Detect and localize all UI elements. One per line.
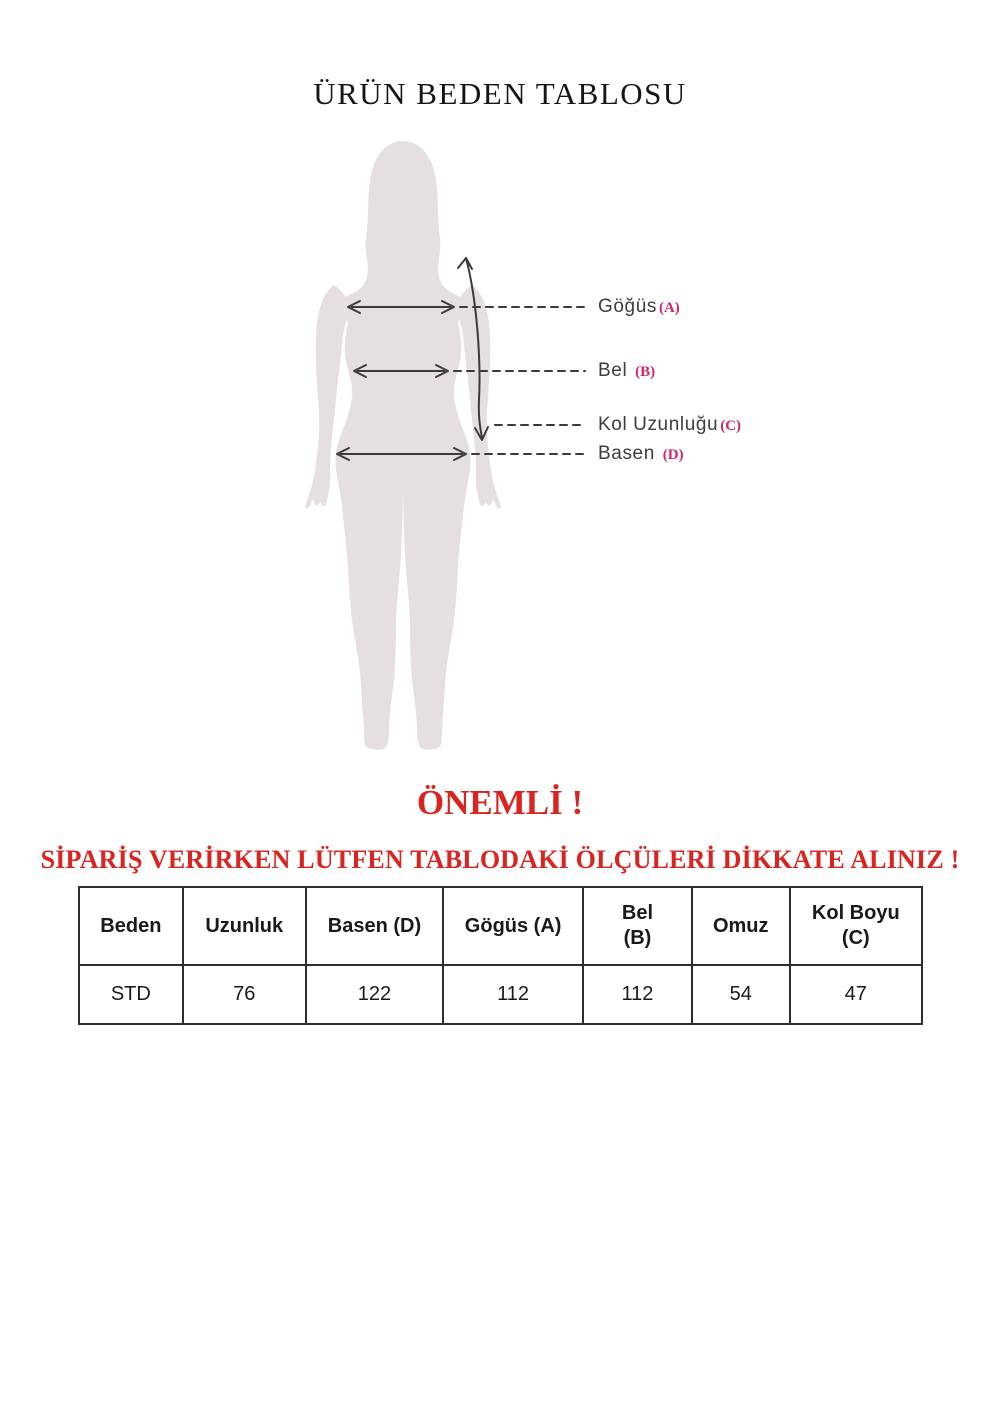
cell-uzunluk: 76 bbox=[183, 965, 306, 1024]
col-header-uzunluk: Uzunluk bbox=[183, 887, 306, 965]
label-kol-uzunlugu-text: Kol Uzunluğu bbox=[598, 414, 719, 435]
size-table-row-std bbox=[79, 965, 922, 1024]
label-kol-uzunlugu bbox=[598, 411, 741, 439]
col-header-beden: Beden bbox=[79, 887, 183, 965]
label-basen-letter: (D) bbox=[662, 447, 684, 463]
label-basen bbox=[598, 440, 684, 468]
size-table-header-row bbox=[79, 887, 922, 965]
important-heading: ÖNEMLİ ! bbox=[416, 783, 584, 822]
cell-beden: STD bbox=[79, 965, 183, 1024]
female-silhouette-graphic bbox=[290, 135, 760, 760]
label-gogus-letter: (A) bbox=[658, 300, 680, 316]
cell-bel: 112 bbox=[583, 965, 692, 1024]
label-bel-letter: (B) bbox=[635, 364, 656, 380]
col-header-bel: Bel (B) bbox=[583, 887, 692, 965]
col-header-basen: Basen (D) bbox=[306, 887, 443, 965]
body-silhouette bbox=[327, 141, 479, 750]
label-gogus-text: Göğüs bbox=[598, 296, 657, 317]
cell-gogus: 112 bbox=[443, 965, 583, 1024]
page-title: ÜRÜN BEDEN TABLOSU bbox=[313, 76, 687, 111]
body-measurement-diagram bbox=[290, 135, 760, 760]
cell-basen: 122 bbox=[306, 965, 443, 1024]
col-header-omuz: Omuz bbox=[692, 887, 790, 965]
cell-kol-boyu: 47 bbox=[790, 965, 922, 1024]
label-bel bbox=[598, 357, 655, 385]
label-basen-text: Basen bbox=[598, 443, 661, 464]
cell-omuz: 54 bbox=[692, 965, 790, 1024]
label-bel-text: Bel bbox=[598, 360, 634, 381]
col-header-kol-boyu: Kol Boyu (C) bbox=[790, 887, 922, 965]
col-header-gogus: Gögüs (A) bbox=[443, 887, 583, 965]
size-table bbox=[78, 886, 923, 1025]
label-gogus bbox=[598, 293, 680, 321]
warning-text: SİPARİŞ VERİRKEN LÜTFEN TABLODAKİ ÖLÇÜLERİ DİKKATE ALINIZ ! bbox=[40, 845, 960, 874]
label-kol-uzunlugu-letter: (C) bbox=[720, 418, 742, 434]
